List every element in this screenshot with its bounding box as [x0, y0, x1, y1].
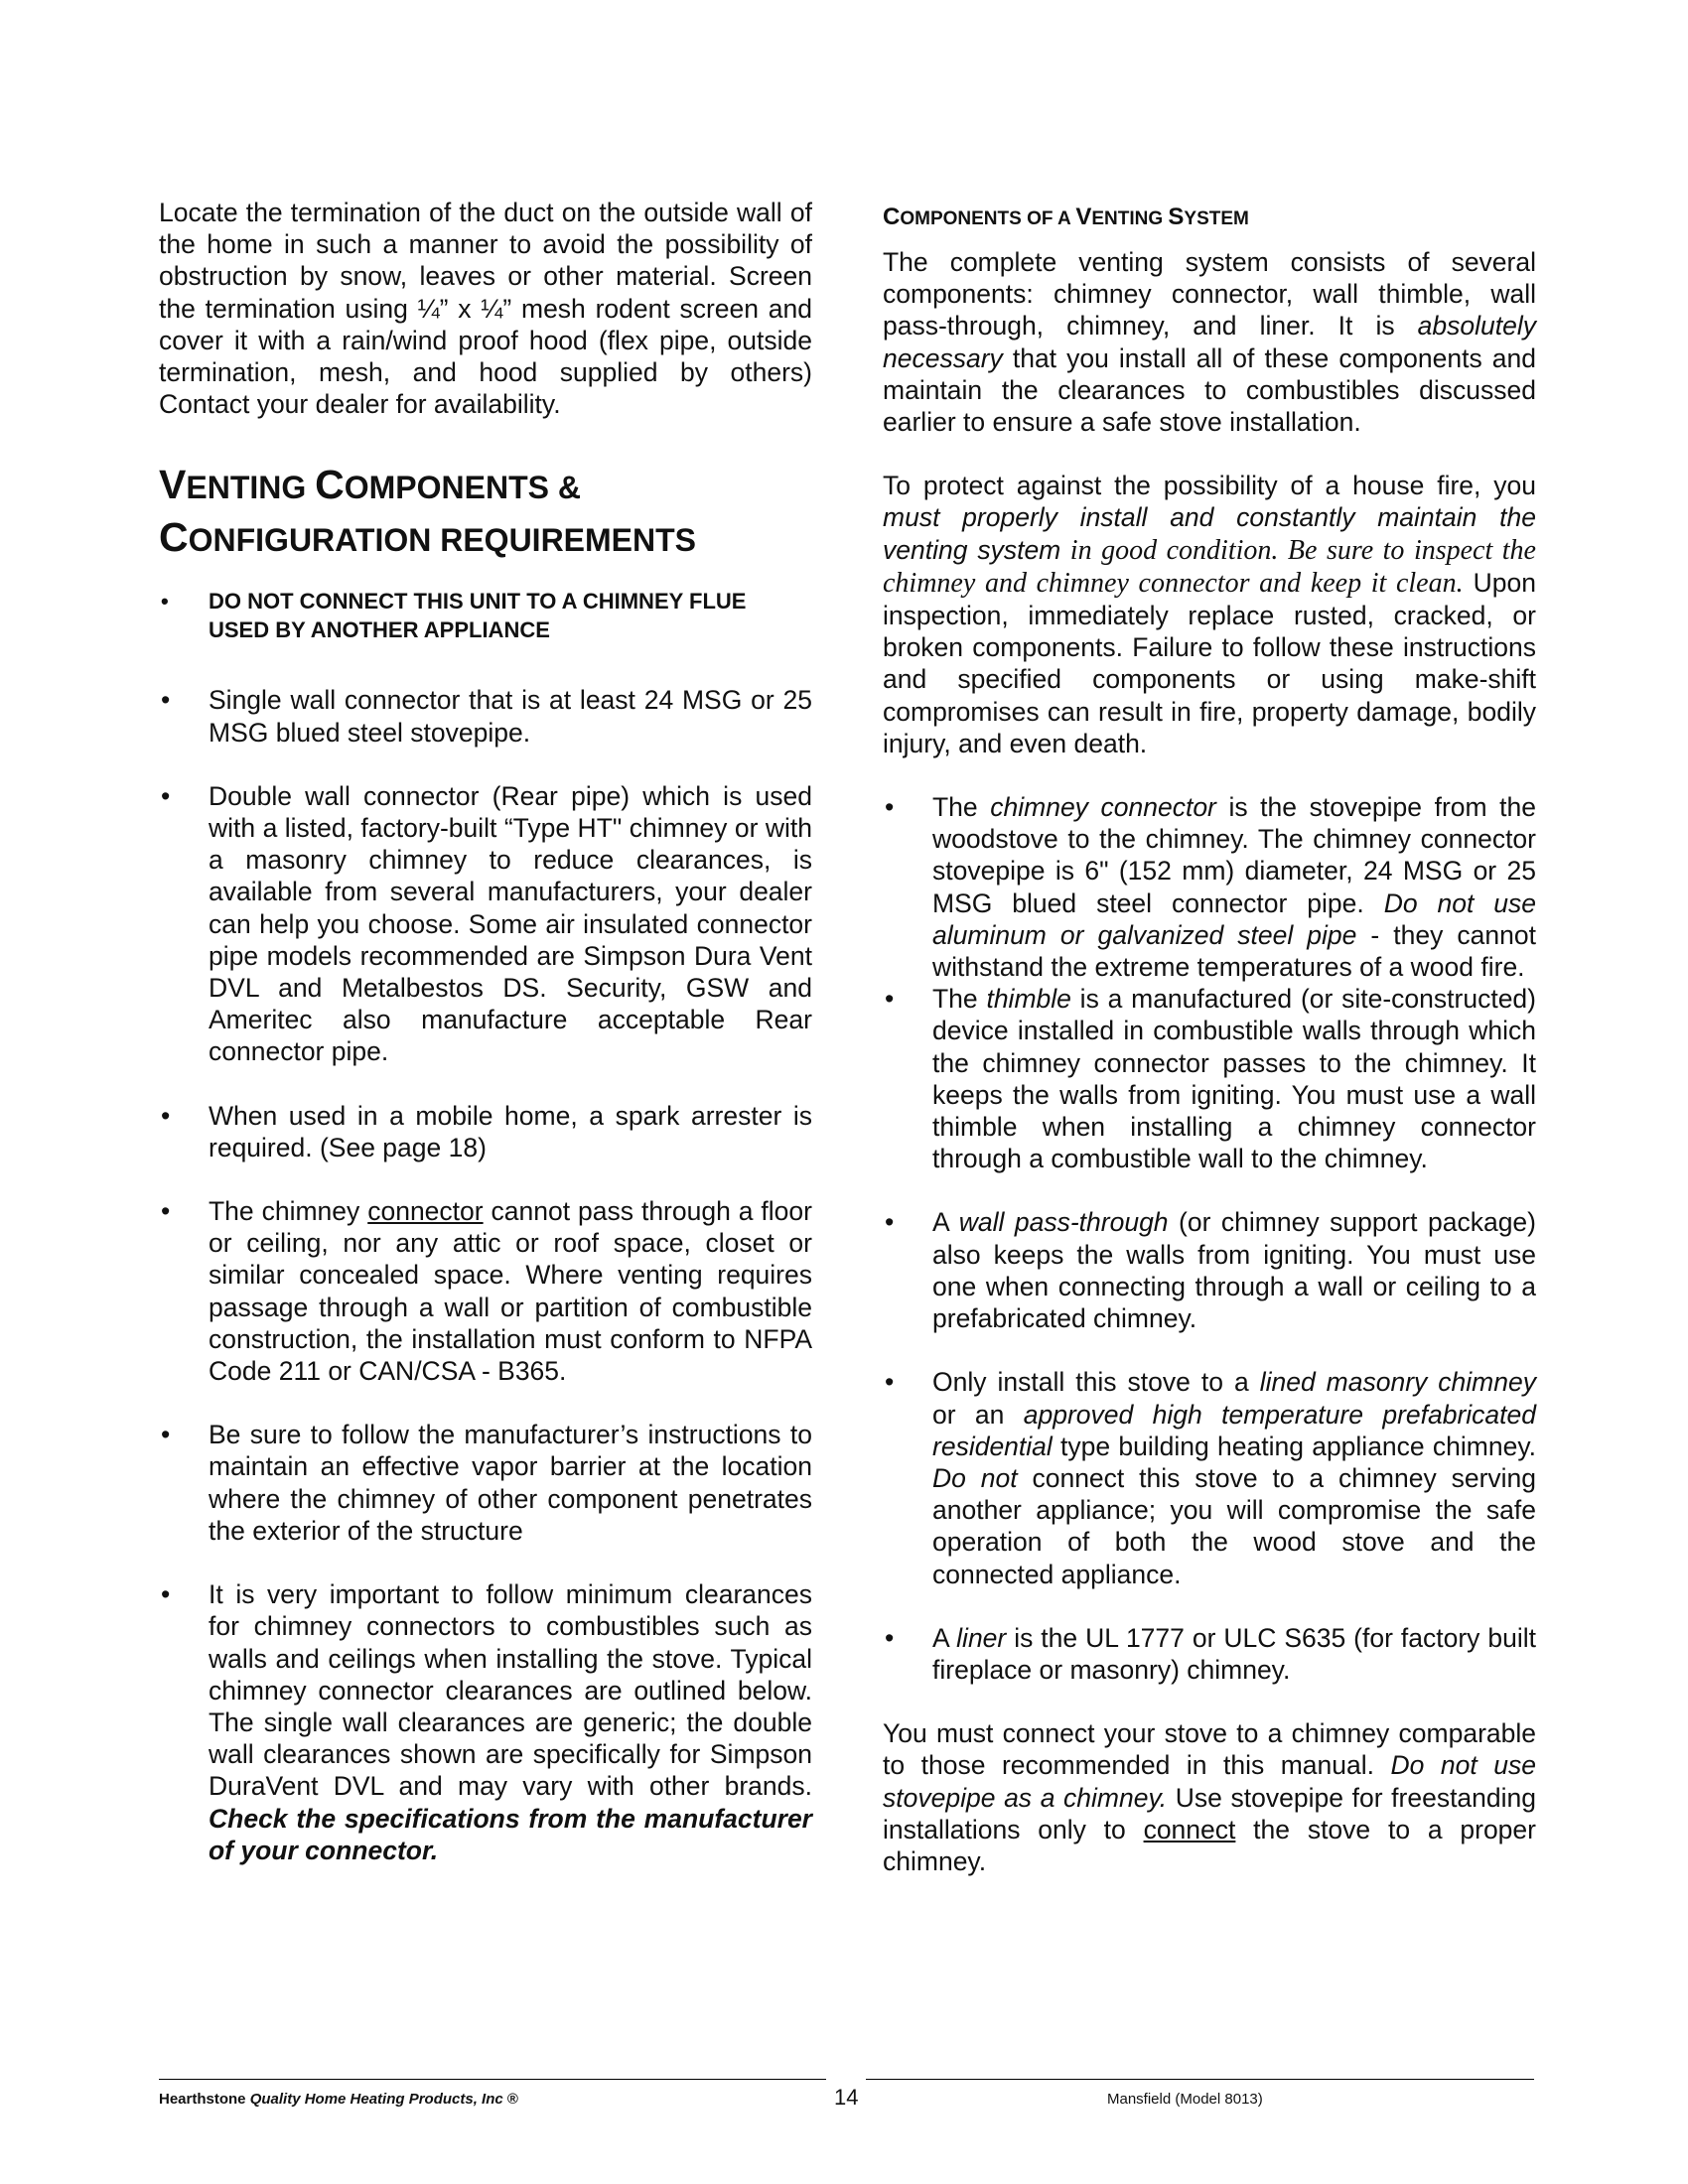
- closing-paragraph: You must connect your stove to a chimney comparable to those recommended in this manual. Do not use stovepipe as a chimney. Use stovepipe for freestanding installations only to connect the stove to a proper chimney.: [883, 1718, 1537, 1876]
- section-heading: [159, 460, 812, 565]
- components-heading: COMPONENTS OF A VENTING SYSTEM: [883, 204, 1249, 230]
- warning-item: • DO NOT CONNECT THIS UNIT TO A CHIMNEY FLUE USED BY ANOTHER APPLIANCE: [159, 587, 812, 644]
- components-paragraph: The complete venting system consists of several components: chimney connector, wall thimble, wall pass-through, chimney, and liner. It is absolutely necessary that you install all of these components and maintain the clearances to combustibles discussed earlier to ensure a safe stove installation.: [883, 247, 1536, 438]
- requirements-list: [159, 587, 812, 1866]
- left-column: [159, 197, 812, 1866]
- list-item: • The chimney connector is the stovepipe from the woodstove to the chimney. The chimney connector stovepipe is 6" (152 mm) diameter, 24 MSG or 25 MSG blued steel connector pipe. Do not use aluminum or galvanized steel pipe - they cannot withstand the extreme temperatures of a wood fire.: [883, 791, 1536, 983]
- list-item: • A wall pass-through (or chimney support package) also keeps the walls from igniting. You must use one when connecting through a wall or ceiling to a prefabricated chimney.: [883, 1206, 1536, 1334]
- fire-protection-paragraph: To protect against the possibility of a house fire, you must properly install and constantly maintain the venting system in good condition. Be sure to inspect the chimney and chimney connector and keep it clean. Upon inspection, immediately replace rusted, cracked, or broken components. Failure to follow these instructions and specified components or using make-shift compromises can result in fire, property damage, bodily injury, and even death.: [883, 471, 1536, 758]
- list-item: • Be sure to follow the manufacturer’s instructions to maintain an effective vapor barrier at the location where the chimney of other component penetrates the exterior of the structure: [159, 1419, 812, 1547]
- intro-paragraph: Locate the termination of the duct on the outside wall of the home in such a manner to avoid the possibility of obstruction by snow, leaves or other material. Screen the termination using ¼” x ¼” mesh rodent screen and cover it with a rain/wind proof hood (flex pipe, outside termination, mesh, and hood supplied by others) Contact your dealer for availability.: [159, 198, 812, 420]
- page-footer: [159, 2079, 1534, 2118]
- page-number: 14: [834, 2085, 859, 2110]
- footer-brand: Hearthstone Quality Home Heating Products, Inc ®: [159, 2091, 518, 2108]
- list-item: • It is very important to follow minimum clearances for chimney connectors to combustibles such as walls and ceilings when installing the stove. Typical chimney connector clearances are outlined below. The single wall clearances are generic; the double wall clearances shown are specifically for Simpson DuraVent DVL and may vary with other brands. Check the specifications from the manufacturer of your connector.: [159, 1578, 812, 1866]
- section-heading-line-1: VENTING COMPONENTS &: [159, 462, 581, 508]
- list-item: • A liner is the UL 1777 or ULC S635 (for factory built fireplace or masonry) chimney.: [883, 1622, 1536, 1686]
- right-column: [883, 197, 1536, 1877]
- list-item: • Only install this stove to a lined masonry chimney or an approved high temperature prefabricated residential type building heating appliance chimney. Do not connect this stove to a chimney serving another appliance; you will compromise the safe operation of both the wood stove and the connected appliance.: [883, 1366, 1536, 1589]
- footer-rule-left: [159, 2079, 826, 2080]
- list-item: • The chimney connector cannot pass through a floor or ceiling, nor any attic or roof space, closet or similar concealed space. Where venting requires passage through a wall or partition of combustible construction, the installation must conform to NFPA Code 211 or CAN/CSA - B365.: [159, 1195, 812, 1387]
- footer-rule-right: [866, 2079, 1534, 2080]
- list-item: • Double wall connector (Rear pipe) which is used with a listed, factory-built “Type HT" chimney or with a masonry chimney to reduce clearances, is available from several manufacturers, your dealer can help you choose. Some air insulated connector pipe models recommended are Simpson Dura Vent DVL and Metalbestos DS. Security, GSW and Ameritec also manufacture acceptable Rear connector pipe.: [159, 780, 812, 1068]
- list-item: • Single wall connector that is at least 24 MSG or 25 MSG blued steel stovepipe.: [159, 684, 812, 748]
- list-item: • The thimble is a manufactured (or site-constructed) device installed in combustible walls through which the chimney connector passes to the chimney. It keeps the walls from igniting. You must use a wall thimble when installing a chimney connector through a combustible wall to the chimney.: [883, 983, 1536, 1174]
- section-heading-line-2: CONFIGURATION REQUIREMENTS: [159, 514, 697, 561]
- components-list: [883, 791, 1536, 1686]
- list-item: • When used in a mobile home, a spark arrester is required. (See page 18): [159, 1100, 812, 1163]
- footer-model: Mansfield (Model 8013): [1107, 2091, 1263, 2108]
